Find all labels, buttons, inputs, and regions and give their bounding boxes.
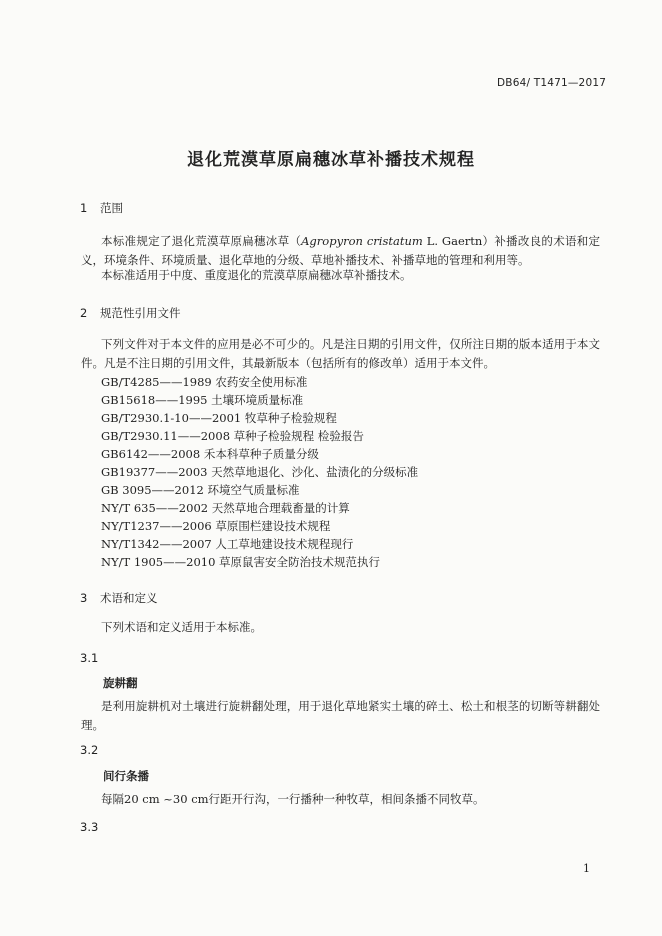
term-3-2-definition: 每隔20 cm ~30 cm行距开行沟，一行播种一种牧草，相间条播不同牧草。 (101, 792, 485, 806)
reference-item: GB/T4285——1989 农药安全使用标准 (101, 375, 308, 389)
reference-item: GB6142——2008 禾本科草种子质量分级 (101, 447, 319, 461)
term-3-1-number: 3.1 (80, 651, 99, 665)
document-number: DB64/ T1471—2017 (497, 77, 607, 89)
paragraph-text: 本标准规定了退化荒漠草原扁穗冰草（ (101, 234, 302, 248)
reference-item: NY/T 635——2002 天然草地合理载畜量的计算 (101, 501, 350, 515)
latin-name: Agropyron cristatum (301, 234, 423, 248)
section-number: 2 (80, 306, 88, 320)
reference-item: NY/T1237——2006 草原围栏建设技术规程 (101, 519, 331, 533)
section-2-heading (80, 305, 181, 321)
section-title: 规范性引用文件 (100, 306, 181, 320)
section-1-heading (80, 200, 123, 216)
section-title: 术语和定义 (100, 591, 158, 605)
reference-item: GB19377——2003 天然草地退化、沙化、盐渍化的分级标准 (101, 465, 419, 479)
section-3-heading (80, 590, 158, 606)
reference-item: NY/T1342——2007 人工草地建设技术规程现行 (101, 537, 354, 551)
reference-item: GB 3095——2012 环境空气质量标准 (101, 483, 300, 497)
section-number: 1 (80, 201, 88, 215)
term-3-1-title: 旋耕翻 (103, 676, 138, 690)
section-number: 3 (80, 591, 88, 605)
section-title: 范围 (100, 201, 123, 215)
term-3-2-number: 3.2 (80, 743, 99, 757)
document-title: 退化荒漠草原扁穗冰草补播技术规程 (187, 150, 475, 170)
page-number: 1 (583, 862, 590, 875)
term-3-1-definition: 是利用旋耕机对土壤进行旋耕翻处理，用于退化草地紧实土壤的碎土、松土和根茎的切断等耕翻处理。 (81, 699, 600, 732)
section-1-paragraph-2: 本标准适用于中度、重度退化的荒漠草原扁穗冰草补播技术。 (101, 268, 412, 282)
paragraph-text: L. Gaertn）补播改良的术语和定义，环境条件、环境质量、退化草地的分级、草地补播技术、补播草地的管理和利用等。 (81, 234, 601, 267)
reference-item: GB/T2930.1-10——2001 牧草种子检验规程 (101, 411, 337, 425)
reference-item: NY/T 1905——2010 草原鼠害安全防治技术规范执行 (101, 555, 381, 569)
section-2-intro: 下列文件对于本文件的应用是必不可少的。凡是注日期的引用文件，仅所注日期的版本适用于本文件。凡是不注日期的引用文件，其最新版本（包括所有的修改单）适用于本文件。 (81, 337, 600, 370)
term-3-2-title: 间行条播 (103, 769, 149, 783)
term-3-3-number: 3.3 (80, 820, 99, 834)
reference-item: GB/T2930.11——2008 草种子检验规程 检验报告 (101, 429, 364, 443)
section-3-intro: 下列术语和定义适用于本标准。 (101, 620, 262, 634)
reference-item: GB15618——1995 土壤环境质量标准 (101, 393, 304, 407)
section-1-paragraph-1 (81, 232, 600, 270)
